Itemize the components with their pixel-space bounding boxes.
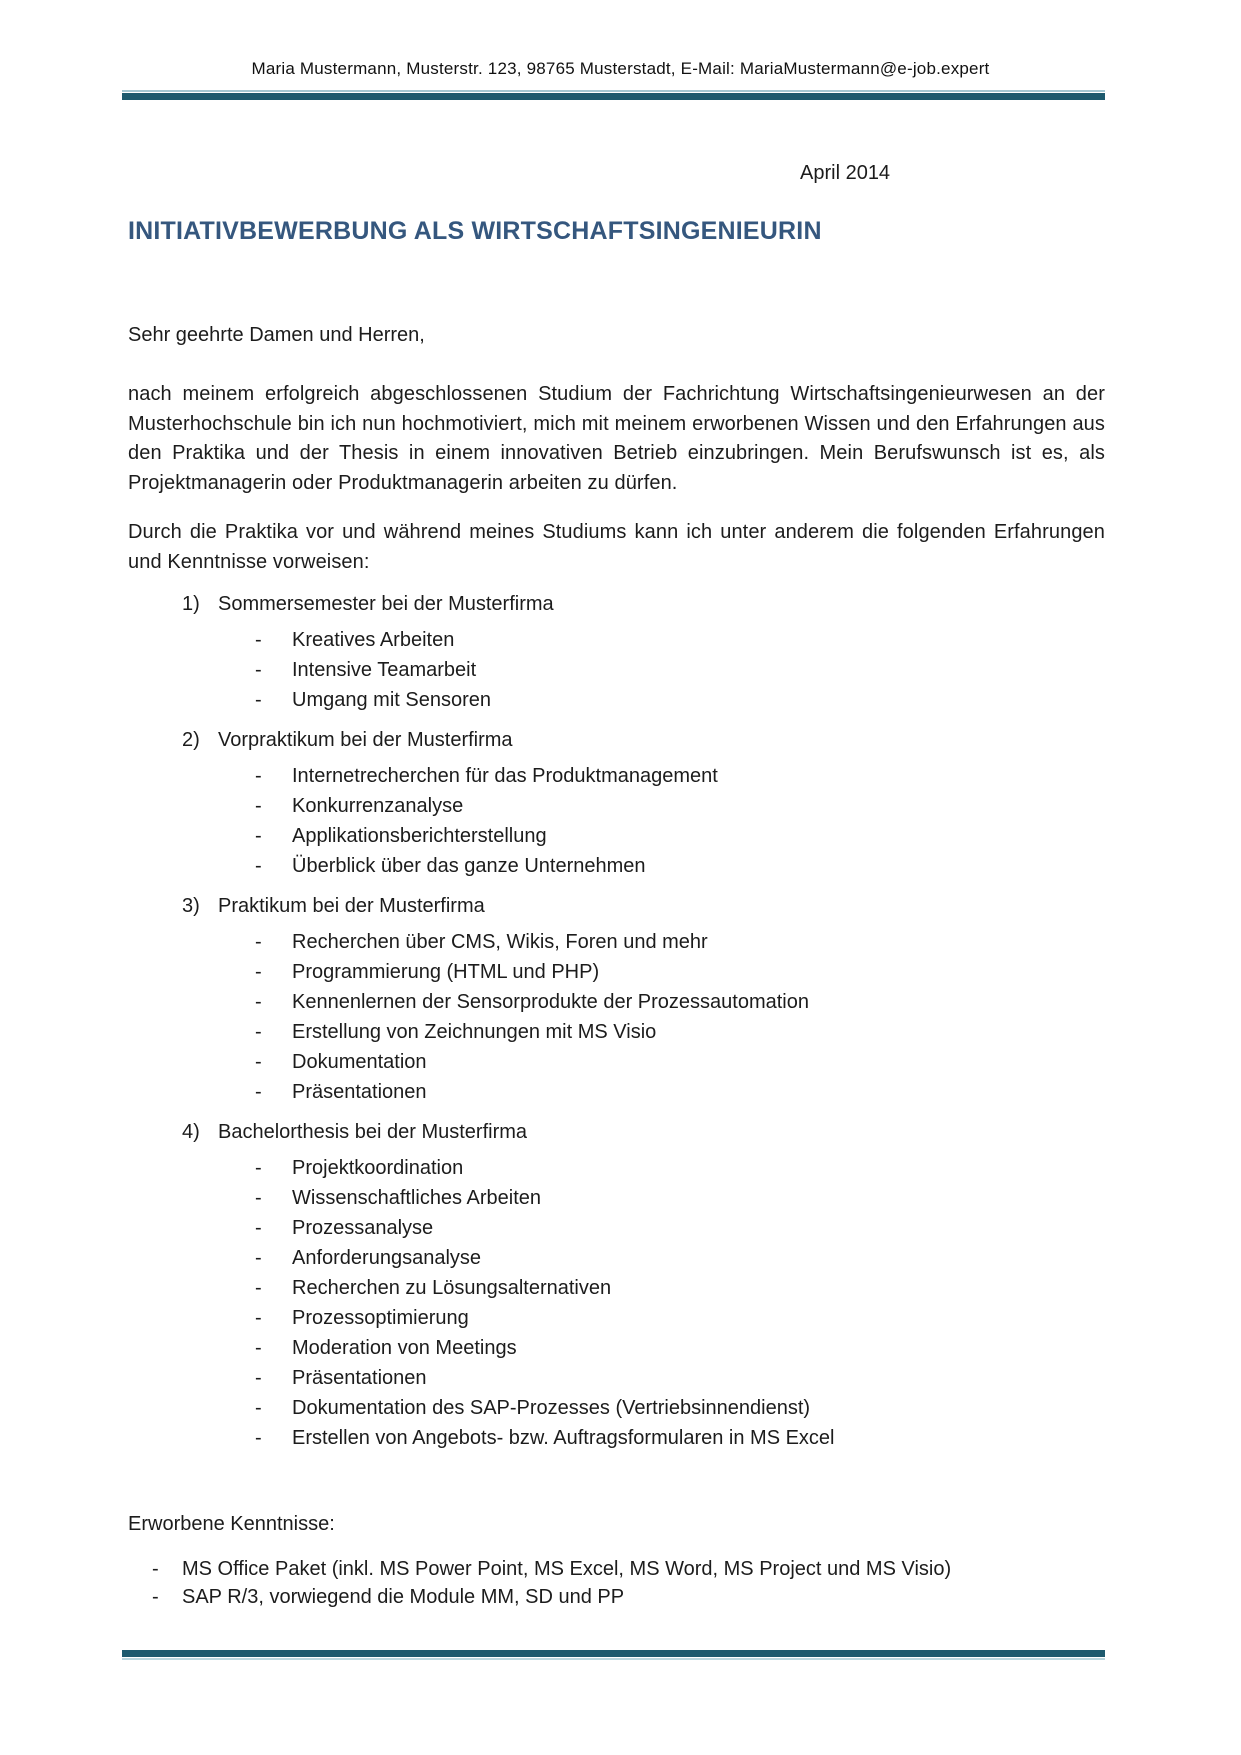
list-item	[128, 957, 1105, 987]
list-item	[128, 1423, 1105, 1453]
list-item-text: Wissenschaftliches Arbeiten	[292, 1187, 542, 1209]
footer-rule	[122, 1650, 1105, 1660]
list-item-text: Konkurrenzanalyse	[292, 795, 464, 817]
dash-marker: -	[255, 689, 262, 711]
list-item	[128, 1333, 1105, 1363]
document-title: INITIATIVBEWERBUNG ALS WIRTSCHAFTSINGENIEURIN	[128, 217, 822, 245]
group-heading	[128, 725, 1105, 755]
dash-marker: -	[255, 1081, 262, 1103]
list-item-text: Recherchen über CMS, Wikis, Foren und mehr	[292, 931, 708, 953]
dash-marker: -	[255, 931, 262, 953]
dash-marker: -	[255, 1337, 262, 1359]
list-item-text: Moderation von Meetings	[292, 1337, 517, 1359]
dash-marker: -	[255, 1021, 262, 1043]
list-item	[128, 1363, 1105, 1393]
list-item-text: Projektkoordination	[292, 1157, 464, 1179]
list-item	[128, 1213, 1105, 1243]
list-item	[128, 1153, 1105, 1183]
group-label: Sommersemester bei der Musterfirma	[218, 593, 554, 615]
group-label: Bachelorthesis bei der Musterfirma	[218, 1121, 528, 1143]
list-item-text: Erstellung von Zeichnungen mit MS Visio	[292, 1021, 657, 1043]
list-item-text: Anforderungsanalyse	[292, 1247, 482, 1269]
list-item-text: Programmierung (HTML und PHP)	[292, 961, 600, 983]
experience-group-1	[128, 589, 1105, 715]
list-item	[128, 987, 1105, 1017]
list-item-text: Applikationsberichterstellung	[292, 825, 547, 847]
skills-list	[128, 1555, 1105, 1611]
list-item	[128, 851, 1105, 881]
list-item	[128, 1243, 1105, 1273]
date-line: April 2014	[800, 162, 891, 184]
skill-item-text: MS Office Paket (inkl. MS Power Point, MS Excel, MS Word, MS Project und MS Visio)	[182, 1558, 952, 1580]
dash-marker: -	[255, 1247, 262, 1269]
group-label: Praktikum bei der Musterfirma	[218, 895, 485, 917]
list-item	[128, 1047, 1105, 1077]
skill-item	[128, 1555, 1105, 1583]
skill-item-text: SAP R/3, vorwiegend die Module MM, SD und PP	[182, 1586, 625, 1608]
experience-group-2	[128, 725, 1105, 881]
skill-item	[128, 1583, 1105, 1611]
dash-marker: -	[255, 659, 262, 681]
list-item	[128, 1273, 1105, 1303]
list-item	[128, 761, 1105, 791]
list-item	[128, 625, 1105, 655]
group-heading	[128, 589, 1105, 619]
list-item-text: Kreatives Arbeiten	[292, 629, 455, 651]
dash-marker: -	[255, 765, 262, 787]
dash-marker: -	[255, 825, 262, 847]
dash-marker: -	[255, 1157, 262, 1179]
group-label: Vorpraktikum bei der Musterfirma	[218, 729, 513, 751]
dash-marker: -	[255, 1397, 262, 1419]
list-item-text: Dokumentation	[292, 1051, 427, 1073]
list-item	[128, 685, 1105, 715]
list-number: 3)	[182, 895, 200, 917]
dash-marker: -	[152, 1586, 159, 1608]
dash-marker: -	[255, 1427, 262, 1449]
lead-in-paragraph: Durch die Praktika vor und während meines Studiums kann ich unter anderem die folgenden Erfahrungen und Kenntnisse vorweisen:	[128, 521, 1105, 573]
salutation: Sehr geehrte Damen und Herren,	[128, 324, 425, 346]
footer-rule-dark	[122, 1650, 1105, 1657]
list-item	[128, 1303, 1105, 1333]
list-item-text: Intensive Teamarbeit	[292, 659, 477, 681]
list-item-text: Erstellen von Angebots- bzw. Auftragsformularen in MS Excel	[292, 1427, 835, 1449]
list-item-text: Überblick über das ganze Unternehmen	[292, 855, 646, 877]
dash-marker: -	[255, 1217, 262, 1239]
group-heading	[128, 891, 1105, 921]
list-item	[128, 1017, 1105, 1047]
dash-marker: -	[255, 795, 262, 817]
list-number: 2)	[182, 729, 200, 751]
dash-marker: -	[255, 1277, 262, 1299]
list-item-text: Umgang mit Sensoren	[292, 689, 491, 711]
footer-rule-light	[122, 1658, 1105, 1660]
list-item-text: Präsentationen	[292, 1367, 427, 1389]
list-item	[128, 1077, 1105, 1107]
dash-marker: -	[255, 1051, 262, 1073]
list-item	[128, 1393, 1105, 1423]
document-body	[0, 158, 1241, 1611]
list-item	[128, 1183, 1105, 1213]
list-item	[128, 821, 1105, 851]
list-item-text: Recherchen zu Lösungsalternativen	[292, 1277, 612, 1299]
list-item	[128, 927, 1105, 957]
letterhead-contact: Maria Mustermann, Musterstr. 123, 98765 Musterstadt, E-Mail: MariaMustermann@e-job.expert	[251, 59, 990, 78]
list-item-text: Internetrecherchen für das Produktmanagement	[292, 765, 718, 787]
dash-marker: -	[255, 1367, 262, 1389]
letterhead-rule	[122, 90, 1105, 100]
dash-marker: -	[255, 991, 262, 1013]
dash-marker: -	[152, 1558, 159, 1580]
dash-marker: -	[255, 961, 262, 983]
dash-marker: -	[255, 1187, 262, 1209]
list-item-text: Präsentationen	[292, 1081, 427, 1103]
list-item	[128, 655, 1105, 685]
list-item-text: Kennenlernen der Sensorprodukte der Prozessautomation	[292, 991, 809, 1013]
list-item-text: Prozessoptimierung	[292, 1307, 469, 1329]
experience-group-4	[128, 1117, 1105, 1453]
list-item	[128, 791, 1105, 821]
list-item-text: Dokumentation des SAP-Prozesses (Vertriebsinnendienst)	[292, 1397, 811, 1419]
dash-marker: -	[255, 629, 262, 651]
dash-marker: -	[255, 855, 262, 877]
experience-list	[128, 589, 1105, 1453]
list-item-text: Prozessanalyse	[292, 1217, 434, 1239]
dash-marker: -	[255, 1307, 262, 1329]
list-number: 1)	[182, 593, 200, 615]
group-heading	[128, 1117, 1105, 1147]
intro-paragraph: nach meinem erfolgreich abgeschlossenen Studium der Fachrichtung Wirtschaftsingenieurwesen an der Musterhochschule bin ich nun hochmotiviert, mich mit meinem erworbenen Wissen und den Erfahrungen aus den Praktika und der Thesis in einem innovativen Betrieb einzubringen. Mein Berufswunsch ist es, als Projektmanagerin oder Produktmanagerin arbeiten zu dürfen.	[128, 383, 1105, 494]
letterhead-rule-dark	[122, 93, 1105, 100]
experience-group-3	[128, 891, 1105, 1107]
skills-heading: Erworbene Kenntnisse:	[128, 1513, 335, 1535]
list-number: 4)	[182, 1121, 200, 1143]
